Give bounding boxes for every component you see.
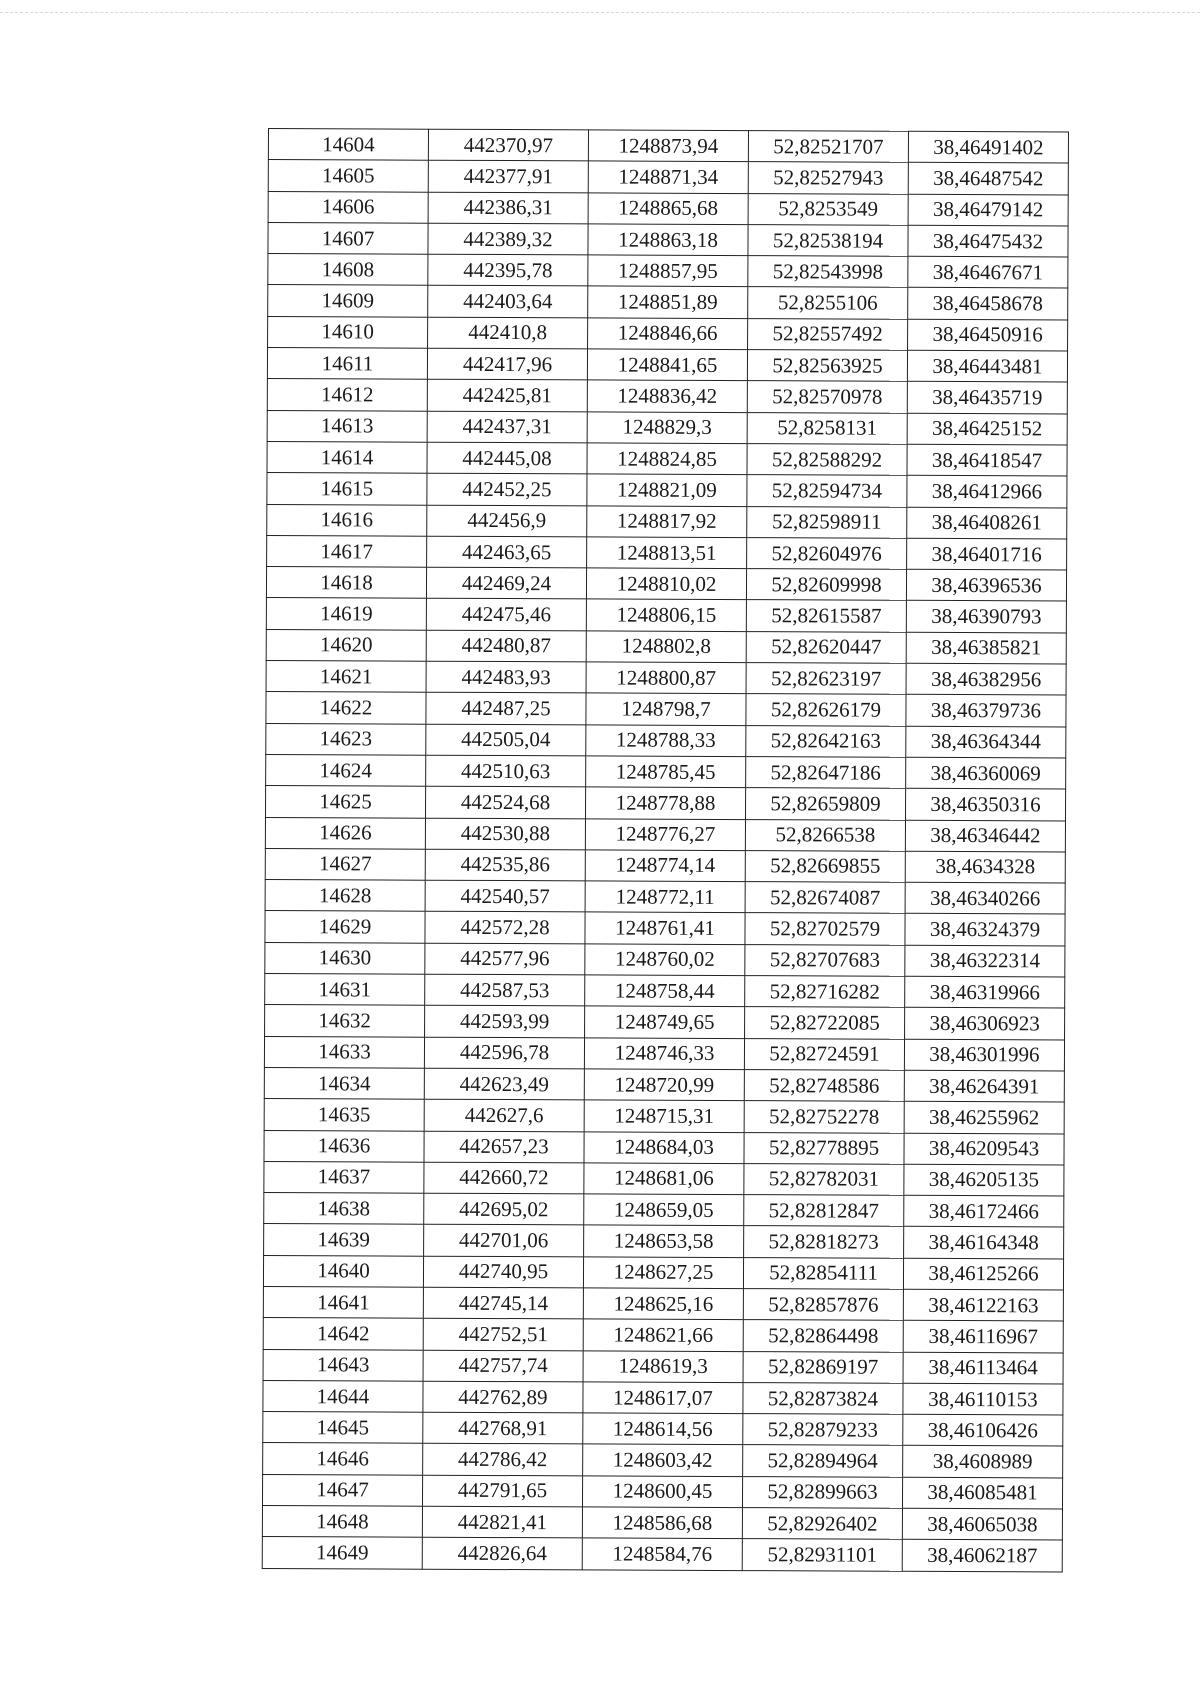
point-number-cell: 14648 xyxy=(262,1506,422,1538)
point-number-cell: 14635 xyxy=(264,1099,424,1131)
x-coordinate-cell: 442395,78 xyxy=(428,254,588,286)
table-row xyxy=(266,567,1066,602)
point-number-cell: 14619 xyxy=(266,598,426,630)
x-coordinate-cell: 442627,6 xyxy=(424,1099,584,1131)
y-coordinate-cell: 1248810,02 xyxy=(586,568,746,600)
longitude-cell: 38,46306923 xyxy=(905,1008,1065,1040)
x-coordinate-cell: 442745,14 xyxy=(423,1287,583,1319)
longitude-cell: 38,46319966 xyxy=(905,976,1065,1008)
y-coordinate-cell: 1248720,99 xyxy=(584,1069,744,1101)
table-row xyxy=(267,348,1067,383)
table-row xyxy=(264,1036,1064,1071)
table-row xyxy=(267,441,1067,476)
x-coordinate-cell: 442596,78 xyxy=(424,1037,584,1069)
y-coordinate-cell: 1248863,18 xyxy=(588,224,748,256)
table-row xyxy=(263,1412,1063,1447)
point-number-cell: 14649 xyxy=(262,1537,422,1569)
point-number-cell: 14622 xyxy=(266,692,426,724)
table-row xyxy=(266,629,1066,664)
table-row xyxy=(268,285,1068,320)
longitude-cell: 38,46491402 xyxy=(908,131,1068,163)
point-number-cell: 14609 xyxy=(268,285,428,317)
point-number-cell: 14636 xyxy=(264,1130,424,1162)
y-coordinate-cell: 1248758,44 xyxy=(585,975,745,1007)
table-row xyxy=(267,473,1067,508)
x-coordinate-cell: 442757,74 xyxy=(423,1350,583,1382)
longitude-cell: 38,46205135 xyxy=(904,1164,1064,1196)
longitude-cell: 38,46065038 xyxy=(902,1508,1062,1540)
latitude-cell: 52,82543998 xyxy=(748,256,908,288)
latitude-cell: 52,82869197 xyxy=(743,1351,903,1383)
latitude-cell: 52,82570978 xyxy=(747,381,907,413)
x-coordinate-cell: 442572,28 xyxy=(425,912,585,944)
y-coordinate-cell: 1248760,02 xyxy=(585,944,745,976)
longitude-cell: 38,46385821 xyxy=(906,632,1066,664)
y-coordinate-cell: 1248619,3 xyxy=(583,1350,743,1382)
longitude-cell: 38,46382956 xyxy=(906,663,1066,695)
table-row xyxy=(264,1130,1064,1165)
table-row xyxy=(265,817,1065,852)
y-coordinate-cell: 1248824,85 xyxy=(587,443,747,475)
x-coordinate-cell: 442403,64 xyxy=(428,286,588,318)
latitude-cell: 52,82615587 xyxy=(746,600,906,632)
x-coordinate-cell: 442469,24 xyxy=(426,567,586,599)
y-coordinate-cell: 1248772,11 xyxy=(585,881,745,913)
point-number-cell: 14620 xyxy=(266,629,426,661)
point-number-cell: 14611 xyxy=(267,348,427,380)
latitude-cell: 52,82642163 xyxy=(746,725,906,757)
point-number-cell: 14634 xyxy=(264,1067,424,1099)
x-coordinate-cell: 442657,23 xyxy=(424,1131,584,1163)
point-number-cell: 14631 xyxy=(265,974,425,1006)
y-coordinate-cell: 1248785,45 xyxy=(586,756,746,788)
point-number-cell: 14625 xyxy=(265,786,425,818)
table-row xyxy=(262,1506,1062,1541)
longitude-cell: 38,46113464 xyxy=(903,1352,1063,1384)
x-coordinate-cell: 442456,9 xyxy=(427,505,587,537)
longitude-cell: 38,46172466 xyxy=(904,1195,1064,1227)
y-coordinate-cell: 1248715,31 xyxy=(584,1100,744,1132)
latitude-cell: 52,82864498 xyxy=(743,1320,903,1352)
longitude-cell: 38,46106426 xyxy=(903,1414,1063,1446)
point-number-cell: 14637 xyxy=(264,1161,424,1193)
latitude-cell: 52,82598911 xyxy=(747,506,907,538)
latitude-cell: 52,82702579 xyxy=(745,913,905,945)
point-number-cell: 14613 xyxy=(267,410,427,442)
y-coordinate-cell: 1248749,65 xyxy=(585,1006,745,1038)
table-row xyxy=(263,1318,1063,1353)
latitude-cell: 52,8255106 xyxy=(748,287,908,319)
table-row xyxy=(266,754,1066,789)
x-coordinate-cell: 442505,04 xyxy=(426,724,586,756)
point-number-cell: 14628 xyxy=(265,880,425,912)
point-number-cell: 14617 xyxy=(267,535,427,567)
table-row xyxy=(268,222,1068,257)
point-number-cell: 14615 xyxy=(267,473,427,505)
longitude-cell: 38,46264391 xyxy=(904,1070,1064,1102)
y-coordinate-cell: 1248873,94 xyxy=(588,130,748,162)
x-coordinate-cell: 442425,81 xyxy=(427,380,587,412)
latitude-cell: 52,82538194 xyxy=(748,224,908,256)
table-row xyxy=(267,410,1067,445)
table-row xyxy=(268,254,1068,289)
table-row xyxy=(268,316,1068,351)
longitude-cell: 38,46322314 xyxy=(905,945,1065,977)
point-number-cell: 14604 xyxy=(268,129,428,161)
longitude-cell: 38,46379736 xyxy=(906,695,1066,727)
point-number-cell: 14633 xyxy=(264,1036,424,1068)
y-coordinate-cell: 1248798,7 xyxy=(586,693,746,725)
table-row xyxy=(263,1255,1063,1290)
latitude-cell: 52,82857876 xyxy=(743,1289,903,1321)
point-number-cell: 14607 xyxy=(268,222,428,254)
point-number-cell: 14640 xyxy=(263,1255,423,1287)
table-row xyxy=(266,598,1066,633)
table-row xyxy=(262,1474,1062,1509)
x-coordinate-cell: 442452,25 xyxy=(427,473,587,505)
table-row xyxy=(265,942,1065,977)
latitude-cell: 52,82623197 xyxy=(746,663,906,695)
longitude-cell: 38,46085481 xyxy=(902,1477,1062,1509)
latitude-cell: 52,82722085 xyxy=(745,1007,905,1039)
y-coordinate-cell: 1248681,06 xyxy=(584,1163,744,1195)
x-coordinate-cell: 442480,87 xyxy=(426,630,586,662)
longitude-cell: 38,46301996 xyxy=(904,1039,1064,1071)
point-number-cell: 14644 xyxy=(263,1380,423,1412)
x-coordinate-cell: 442410,8 xyxy=(428,317,588,349)
x-coordinate-cell: 442386,31 xyxy=(428,192,588,224)
point-number-cell: 14632 xyxy=(265,1005,425,1037)
x-coordinate-cell: 442437,31 xyxy=(427,411,587,443)
table-row xyxy=(268,160,1068,195)
table-row xyxy=(265,880,1065,915)
y-coordinate-cell: 1248625,16 xyxy=(583,1288,743,1320)
y-coordinate-cell: 1248829,3 xyxy=(587,412,747,444)
longitude-cell: 38,46122163 xyxy=(903,1289,1063,1321)
y-coordinate-cell: 1248746,33 xyxy=(584,1037,744,1069)
y-coordinate-cell: 1248584,76 xyxy=(582,1538,742,1570)
latitude-cell: 52,82588292 xyxy=(747,444,907,476)
y-coordinate-cell: 1248813,51 xyxy=(587,537,747,569)
longitude-cell: 38,46487542 xyxy=(908,163,1068,195)
x-coordinate-cell: 442623,49 xyxy=(424,1068,584,1100)
table-row xyxy=(263,1349,1063,1384)
x-coordinate-cell: 442740,95 xyxy=(423,1256,583,1288)
longitude-cell: 38,46467671 xyxy=(908,256,1068,288)
x-coordinate-cell: 442826,64 xyxy=(422,1538,582,1570)
longitude-cell: 38,4608989 xyxy=(903,1446,1063,1478)
x-coordinate-cell: 442483,93 xyxy=(426,661,586,693)
longitude-cell: 38,46116967 xyxy=(903,1321,1063,1353)
y-coordinate-cell: 1248653,58 xyxy=(584,1225,744,1257)
latitude-cell: 52,82778895 xyxy=(744,1132,904,1164)
latitude-cell: 52,82594734 xyxy=(747,475,907,507)
y-coordinate-cell: 1248817,92 xyxy=(587,505,747,537)
latitude-cell: 52,82724591 xyxy=(744,1038,904,1070)
y-coordinate-cell: 1248684,03 xyxy=(584,1131,744,1163)
table-row xyxy=(263,1286,1063,1321)
coordinates-table xyxy=(262,128,1069,1572)
y-coordinate-cell: 1248617,07 xyxy=(583,1382,743,1414)
y-coordinate-cell: 1248788,33 xyxy=(586,725,746,757)
longitude-cell: 38,46458678 xyxy=(908,288,1068,320)
longitude-cell: 38,46418547 xyxy=(907,444,1067,476)
y-coordinate-cell: 1248802,8 xyxy=(586,631,746,663)
longitude-cell: 38,46346442 xyxy=(905,820,1065,852)
x-coordinate-cell: 442389,32 xyxy=(428,223,588,255)
x-coordinate-cell: 442463,65 xyxy=(427,536,587,568)
latitude-cell: 52,82563925 xyxy=(747,350,907,382)
point-number-cell: 14621 xyxy=(266,661,426,693)
latitude-cell: 52,82609998 xyxy=(746,569,906,601)
x-coordinate-cell: 442540,57 xyxy=(425,880,585,912)
x-coordinate-cell: 442524,68 xyxy=(425,786,585,818)
longitude-cell: 38,46479142 xyxy=(908,194,1068,226)
x-coordinate-cell: 442377,91 xyxy=(428,160,588,192)
longitude-cell: 38,46450916 xyxy=(908,319,1068,351)
point-number-cell: 14641 xyxy=(263,1286,423,1318)
longitude-cell: 38,46340266 xyxy=(905,882,1065,914)
point-number-cell: 14605 xyxy=(268,160,428,192)
y-coordinate-cell: 1248846,66 xyxy=(588,318,748,350)
point-number-cell: 14623 xyxy=(266,723,426,755)
latitude-cell: 52,82854111 xyxy=(743,1257,903,1289)
table-row xyxy=(264,1161,1064,1196)
point-number-cell: 14612 xyxy=(267,379,427,411)
table-row xyxy=(265,786,1065,821)
latitude-cell: 52,82899663 xyxy=(742,1476,902,1508)
point-number-cell: 14646 xyxy=(263,1443,423,1475)
point-number-cell: 14627 xyxy=(265,848,425,880)
y-coordinate-cell: 1248841,65 xyxy=(587,349,747,381)
x-coordinate-cell: 442587,53 xyxy=(425,974,585,1006)
y-coordinate-cell: 1248778,88 xyxy=(585,787,745,819)
latitude-cell: 52,82647186 xyxy=(746,757,906,789)
table-row xyxy=(268,129,1068,164)
table-row xyxy=(265,911,1065,946)
latitude-cell: 52,82931101 xyxy=(742,1539,902,1571)
longitude-cell: 38,46125266 xyxy=(903,1258,1063,1290)
y-coordinate-cell: 1248614,56 xyxy=(583,1413,743,1445)
longitude-cell: 38,46435719 xyxy=(907,382,1067,414)
y-coordinate-cell: 1248761,41 xyxy=(585,912,745,944)
point-number-cell: 14608 xyxy=(268,254,428,286)
longitude-cell: 38,46062187 xyxy=(902,1540,1062,1572)
longitude-cell: 38,46425152 xyxy=(907,413,1067,445)
point-number-cell: 14614 xyxy=(267,441,427,473)
table-row xyxy=(264,1067,1064,1102)
x-coordinate-cell: 442487,25 xyxy=(426,693,586,725)
point-number-cell: 14618 xyxy=(266,567,426,599)
table-row xyxy=(267,535,1067,570)
latitude-cell: 52,82752278 xyxy=(744,1101,904,1133)
latitude-cell: 52,82674087 xyxy=(745,882,905,914)
x-coordinate-cell: 442370,97 xyxy=(428,129,588,161)
point-number-cell: 14645 xyxy=(263,1412,423,1444)
x-coordinate-cell: 442752,51 xyxy=(423,1318,583,1350)
longitude-cell: 38,46364344 xyxy=(906,726,1066,758)
longitude-cell: 38,46396536 xyxy=(906,569,1066,601)
table-row xyxy=(262,1537,1062,1572)
latitude-cell: 52,8258131 xyxy=(747,412,907,444)
x-coordinate-cell: 442510,63 xyxy=(426,755,586,787)
longitude-cell: 38,4634328 xyxy=(905,851,1065,883)
x-coordinate-cell: 442417,96 xyxy=(427,348,587,380)
table-row xyxy=(266,692,1066,727)
y-coordinate-cell: 1248776,27 xyxy=(585,818,745,850)
point-number-cell: 14638 xyxy=(264,1193,424,1225)
table-row xyxy=(264,1193,1064,1228)
table-row xyxy=(266,661,1066,696)
point-number-cell: 14643 xyxy=(263,1349,423,1381)
longitude-cell: 38,46443481 xyxy=(907,350,1067,382)
longitude-cell: 38,46209543 xyxy=(904,1133,1064,1165)
y-coordinate-cell: 1248806,15 xyxy=(586,599,746,631)
x-coordinate-cell: 442593,99 xyxy=(425,1006,585,1038)
table-row xyxy=(265,848,1065,883)
latitude-cell: 52,82557492 xyxy=(748,318,908,350)
latitude-cell: 52,82604976 xyxy=(747,537,907,569)
latitude-cell: 52,82620447 xyxy=(746,631,906,663)
x-coordinate-cell: 442660,72 xyxy=(424,1162,584,1194)
table-row xyxy=(268,191,1068,226)
point-number-cell: 14626 xyxy=(265,817,425,849)
latitude-cell: 52,82716282 xyxy=(745,976,905,1008)
latitude-cell: 52,82812847 xyxy=(744,1195,904,1227)
latitude-cell: 52,8253549 xyxy=(748,193,908,225)
latitude-cell: 52,82626179 xyxy=(746,694,906,726)
y-coordinate-cell: 1248659,05 xyxy=(584,1194,744,1226)
table-row xyxy=(267,504,1067,539)
longitude-cell: 38,46475432 xyxy=(908,225,1068,257)
point-number-cell: 14624 xyxy=(266,754,426,786)
y-coordinate-cell: 1248774,14 xyxy=(585,850,745,882)
scan-edge-line xyxy=(0,12,1200,13)
x-coordinate-cell: 442577,96 xyxy=(425,943,585,975)
table-row xyxy=(266,723,1066,758)
latitude-cell: 52,82748586 xyxy=(744,1069,904,1101)
latitude-cell: 52,82782031 xyxy=(744,1163,904,1195)
latitude-cell: 52,82894964 xyxy=(743,1445,903,1477)
table-row xyxy=(265,974,1065,1009)
x-coordinate-cell: 442768,91 xyxy=(423,1412,583,1444)
table-row xyxy=(263,1443,1063,1478)
point-number-cell: 14642 xyxy=(263,1318,423,1350)
table-row xyxy=(263,1380,1063,1415)
longitude-cell: 38,46324379 xyxy=(905,914,1065,946)
latitude-cell: 52,8266538 xyxy=(745,819,905,851)
longitude-cell: 38,46350316 xyxy=(905,789,1065,821)
point-number-cell: 14616 xyxy=(267,504,427,536)
y-coordinate-cell: 1248857,95 xyxy=(588,255,748,287)
table-row xyxy=(267,379,1067,414)
y-coordinate-cell: 1248851,89 xyxy=(588,286,748,318)
latitude-cell: 52,82873824 xyxy=(743,1382,903,1414)
table-row xyxy=(264,1224,1064,1259)
y-coordinate-cell: 1248586,68 xyxy=(582,1507,742,1539)
y-coordinate-cell: 1248621,66 xyxy=(583,1319,743,1351)
longitude-cell: 38,46255962 xyxy=(904,1101,1064,1133)
y-coordinate-cell: 1248871,34 xyxy=(588,161,748,193)
point-number-cell: 14647 xyxy=(262,1474,422,1506)
point-number-cell: 14606 xyxy=(268,191,428,223)
x-coordinate-cell: 442695,02 xyxy=(424,1193,584,1225)
y-coordinate-cell: 1248600,45 xyxy=(582,1476,742,1508)
latitude-cell: 52,82527943 xyxy=(748,162,908,194)
table-row xyxy=(264,1099,1064,1134)
y-coordinate-cell: 1248627,25 xyxy=(583,1257,743,1289)
x-coordinate-cell: 442475,46 xyxy=(426,599,586,631)
longitude-cell: 38,46412966 xyxy=(907,476,1067,508)
latitude-cell: 52,82659809 xyxy=(745,788,905,820)
latitude-cell: 52,82707683 xyxy=(745,944,905,976)
x-coordinate-cell: 442701,06 xyxy=(424,1225,584,1257)
point-number-cell: 14630 xyxy=(265,942,425,974)
longitude-cell: 38,46360069 xyxy=(906,757,1066,789)
latitude-cell: 52,82521707 xyxy=(748,131,908,163)
x-coordinate-cell: 442786,42 xyxy=(423,1444,583,1476)
longitude-cell: 38,46110153 xyxy=(903,1383,1063,1415)
latitude-cell: 52,82818273 xyxy=(744,1226,904,1258)
longitude-cell: 38,46164348 xyxy=(904,1227,1064,1259)
table-row xyxy=(265,1005,1065,1040)
x-coordinate-cell: 442791,65 xyxy=(422,1475,582,1507)
y-coordinate-cell: 1248800,87 xyxy=(586,662,746,694)
longitude-cell: 38,46390793 xyxy=(906,601,1066,633)
x-coordinate-cell: 442530,88 xyxy=(425,818,585,850)
y-coordinate-cell: 1248865,68 xyxy=(588,192,748,224)
point-number-cell: 14629 xyxy=(265,911,425,943)
coordinates-table-body xyxy=(262,129,1068,1572)
x-coordinate-cell: 442535,86 xyxy=(425,849,585,881)
y-coordinate-cell: 1248821,09 xyxy=(587,474,747,506)
point-number-cell: 14639 xyxy=(264,1224,424,1256)
latitude-cell: 52,82879233 xyxy=(743,1414,903,1446)
y-coordinate-cell: 1248836,42 xyxy=(587,380,747,412)
latitude-cell: 52,82926402 xyxy=(742,1508,902,1540)
y-coordinate-cell: 1248603,42 xyxy=(583,1444,743,1476)
longitude-cell: 38,46401716 xyxy=(907,538,1067,570)
x-coordinate-cell: 442762,89 xyxy=(423,1381,583,1413)
latitude-cell: 52,82669855 xyxy=(745,850,905,882)
longitude-cell: 38,46408261 xyxy=(907,507,1067,539)
x-coordinate-cell: 442821,41 xyxy=(422,1506,582,1538)
x-coordinate-cell: 442445,08 xyxy=(427,442,587,474)
point-number-cell: 14610 xyxy=(268,316,428,348)
